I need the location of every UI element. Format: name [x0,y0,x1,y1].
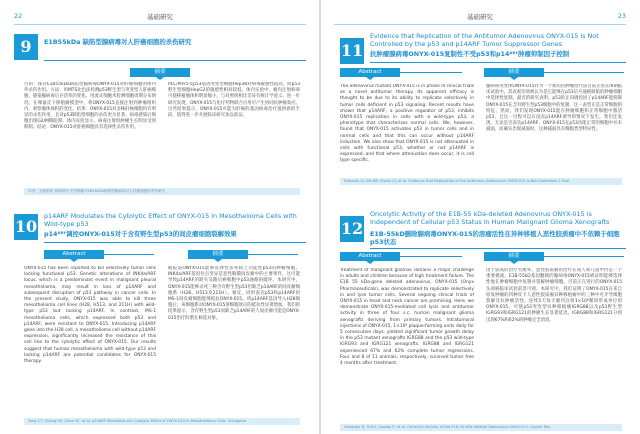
article-title-cn: E1B-55kD删除腺病毒ONYX-015的溶瘤活性在异种移植人恶性胶质瘤中不依赖于细胞p53状态 [370,230,620,246]
citation-bar: Edwards SJ, Dix BR, Myers CJ, et al. Evidence that Replication of the Antitumor Adenovirus ONYX-015 is Not Controlled. J Virol [340,178,622,185]
abstract-left-column: ONYX-015 has been reported to kill selectively tumor cells lacking functional p53. Genetic alterations of INK4a/ARF locus, which is a predominant event in malignant pleural mesothelioma, may result in loss of p14ARF and subsequent disruption of p53 pathway in cancer cells. In the present study, ONYX-015 was able to kill three mesothelioma cell lines (H28, H513, and 211H) with wild-type p53 but lacking p14ARF. In contrast, MS-1 mesothelioma cells, which expressed both p53 and p14ARF, were resistant to ONYX-015. Introducing p14ARF gene into the H28 cell, a mesothelioma cell without p14ARF expression, significantly increased the resistance of this cell line to the cytolytic effect of ONYX-015. Our results suggest that human mesothelioma with wild-type p53 and lacking p14ARF are potential candidates for ONYX-015 therapy. [24,266,156,365]
article-title-en: Oncolytic Activity of the E1B-55 kDa-deleted Adenovirus ONYX-015 is Independent of Cellular p53 Status in Human Malignant Glioma Xenografts [370,210,610,226]
article-title-cn: E1B55kDa 缺陷型腺病毒对人肝癌细胞的杀伤研究 [44,38,192,46]
citation-bar: Yang CT, Chang HK, Chen YC, et al. p14ARF Modulates the Cytolytic Effect of ONYX-015 in Mesothelioma Cells. Oncogene [24,418,300,425]
header-rule [14,24,306,25]
abstract-label-en: Abstract [340,252,400,261]
abstract-right-column: 腺病毒突变体ONYX-015作为一个新的抗肿瘤治疗法目前正处在III期临床试验中。其表观功效被认为是它能够在p53信号通路缺陷的肿瘤细胞中选择性复制。最近的研究表明，p53的正向调控因子p14ARF能抑制ONYX-015在含有野生型p53细胞中的复制，这一表型正是正常细胞的特征。然而，我们发现ONYX-015能在肿瘤细胞和正常细胞中激活p53，且这一过程可以在没有p14ARF诱导的情况下发生。我们还发现，无论是否表达p14ARF，ONYX-015在p53功能正常的细胞中并未减弱，而确实出现减弱时，这种减弱具有细胞类型特异性。 [486,84,622,133]
abstract-label-en: Abstract [340,68,400,77]
right-page [320,0,640,434]
article-number-badge: 9 [14,34,38,60]
title-rule [370,248,626,249]
section-name: 基础研究 [147,13,173,21]
article-title-cn: p14ᴬᴿᶠ调控ONYX-015对于含有野生型p53的间皮瘤细胞裂解效果 [44,230,237,238]
abstract-label-cn: 摘要 [484,68,544,77]
article-title-en: Evidence that Replication of the Antitumor Adenovirus ONYX-015 is Not Controlled by the p53 and p14ARF Tumor Suppressor Genes [370,32,599,48]
section-name: 基础研究 [467,13,493,21]
label-rule [544,256,624,257]
citation-bar: 作者：文献来源 基础研究 中国肿瘤 E1B55kDa缺陷型腺病毒对人肝癌细胞的杀伤研究 [24,188,300,195]
abstract-left-column: 目的：探讨E1B55kDa缺陷型腺病毒ONYX-015对肝癌细胞的体内外杀伤作用。方法：用MTS比色法检测p53野生型与突变型人肝癌细胞，感染腺病毒后存活率的变化。用流式细胞术检测细胞周期分布情况。在裸鼠皮下移植瘤模型中，将ONYX-015直接注射到肿瘤组织内，观察瘤体体积的变化。结果：ONYX-015对多株肝癌细胞均有明显的杀伤作用，且对p53缺陷型细胞的杀伤更为显著。病毒感染后细胞出现G2/M期阻滞。体内实验显示，病毒注射组肿瘤生长明显受到抑制。结论：ONYX-015对肝癌细胞具有选择性杀伤作用。 [24,82,156,131]
page-header [14,12,306,24]
page-number: 23 [617,12,626,20]
abstract-left-column: Treatment of malignant gliomas remains a major challenge in adults and children because of high treatment failure. The E1B 55 kDa-gene deleted adenovirus, ONYX-015 (Onyx Pharmaceuticals), was demonstrated to replicate selectively in and lyse tumor cells. Several ongoing clinical trials of ONYX-015 in head and neck cancer are promising. Here, we demonstrate ONYX-015-mediated cell lysis and antitumor activity in three of four s.c. human malignant glioma xenografts deriving from primary tumors. Intratumoral injections of ONYX-015, 1×10⁸ plaque-forming units daily for 5 consecutive days, yielded significant tumor growth delay in the p53 mutant xenografts IGRG88 and the p53 wild-type IGRG93 and IGRG121 xenografts. IGRG88 and IGRG121 experienced 67% and 62% complete tumor regressions. Four and 8 of 11 animals, respectively, survived tumor free 4 months after treatment. [340,268,474,367]
article-number-badge: 10 [14,214,38,240]
article-title-en: p14ARF Modulates the Cytolytic Effect of ONYX-015 in Mesothelioma Cells with Wild-type p53 [44,212,297,228]
title-rule [370,62,626,63]
abstract-label: 摘要 [130,68,190,77]
label-rule [104,254,154,255]
article-title-cn: 抗肿瘤腺病毒ONYX-015复制性不受p53和p14ᴬᴿᶠ肿瘤抑制因子控制 [370,50,570,58]
abstract-left-column: The adenovirus mutant ONYX-015 is in phase III clinical trials as a novel antitumor therapy. Its apparent efficacy is thought to be due to its ability to replicate selectively in tumor cells deficient in p53 signaling. Recent results have shown that p14ARF, a positive regulator of p53, inhibits ONYX-015 replication in cells with a wild-type p53, a phenotype that characterizes normal cells. We, however, found that ONYX-015 activates p53 in tumor cells and in normal cells and that this can occur without p14ARF induction. We also show that ONYX-015 is not attenuated in cells with functional p53, whether or not p14ARF is expressed, and that where attenuation does occur, it is cell type specific. [340,84,474,164]
abstract-right-column: 据报道ONYX-015能够选择性杀死缺乏功能性p53的肿瘤细胞。INK4a/ARF基因位点变异是恶性胸膜间皮瘤中的主要事件，这可能导致p14ARF的缺失及随后癌细胞中p53通路的破坏。本研究中，ONYX-015能够杀死三种含有野生型p53但缺乏p14ARF的间皮瘤细胞系（H28、H513及211H）。相反，同时表达p53和p14ARF的MS-1间皮瘤细胞能够抵抗ONYX-015。将p14ARF基因导入H28细胞后，该细胞系对ONYX-015溶细胞效应的抵抗性显著增加。我们的结果提示，含有野生型p53而缺乏p14ARF的人间皮瘤可能是ONYX-015治疗的潜在候选对象。 [168,266,300,321]
abstract-right-column: 由于较高的治疗失败率，恶性胶质瘤的治疗在成人和儿童中仍是一个重要挑战。E1B-55kD基因删除的腺病毒ONYX-015被证明能够选择性地在肿瘤细胞中复制并裂解肿瘤细胞。目前正在进行的ONYX-015头颈癌临床试验前景可观。本研究中，我们证明了ONYX-015在来自原发肿瘤的四种皮下人恶性胶质瘤异种移植瘤中的三种中可介导细胞裂解及抗肿瘤活性。连续5天每天瘤内注射1×10⁸噬斑形成单位的ONYX-015，可使p53突变型异种移植瘤IGRG88以及p53野生型IGRG93和IGRG121的肿瘤生长显著延迟。IGRG88和IGRG121分别出现67%和62%的肿瘤完全消退。 [486,268,622,323]
label-rule [248,254,298,255]
header-rule [334,24,626,25]
title-rule [44,60,306,61]
label-rule [400,72,462,73]
citation-bar: Geoerger B, Grill J, Opolon P, et al. Oncolytic Activity of the E1B-55 kDa-deleted Adenovirus ONYX-015. Cancer Res [340,424,622,431]
label-rule [400,256,462,257]
abstract-label-cn: 摘要 [484,252,544,261]
title-rule [44,242,306,243]
abstract-label-cn: 摘要 [188,250,248,259]
article-number-badge: 11 [340,38,364,64]
article-number-badge: 12 [340,216,364,242]
page-header [334,12,626,24]
abstract-right-column: PLC/PRF5及p53基因突变型细胞Hep3B对病毒敏感性较高，而p53野生型细胞HepG2的敏感性相对较低。体内实验中，瘤内注射病毒可使移植瘤体积明显缩小，与对照组相比差异有统计学意义。进一步研究发现，ONYX-015与化疗药物联合应用可产生协同抗肿瘤效应。这些结果提示，ONYX-015可能为肝癌的基因病毒治疗提供新的手段，值得进一步开展临床研究加以验证。 [168,82,300,119]
abstract-label-en: Abstract [44,250,104,259]
page-number: 22 [14,12,23,20]
label-rule [544,72,624,73]
